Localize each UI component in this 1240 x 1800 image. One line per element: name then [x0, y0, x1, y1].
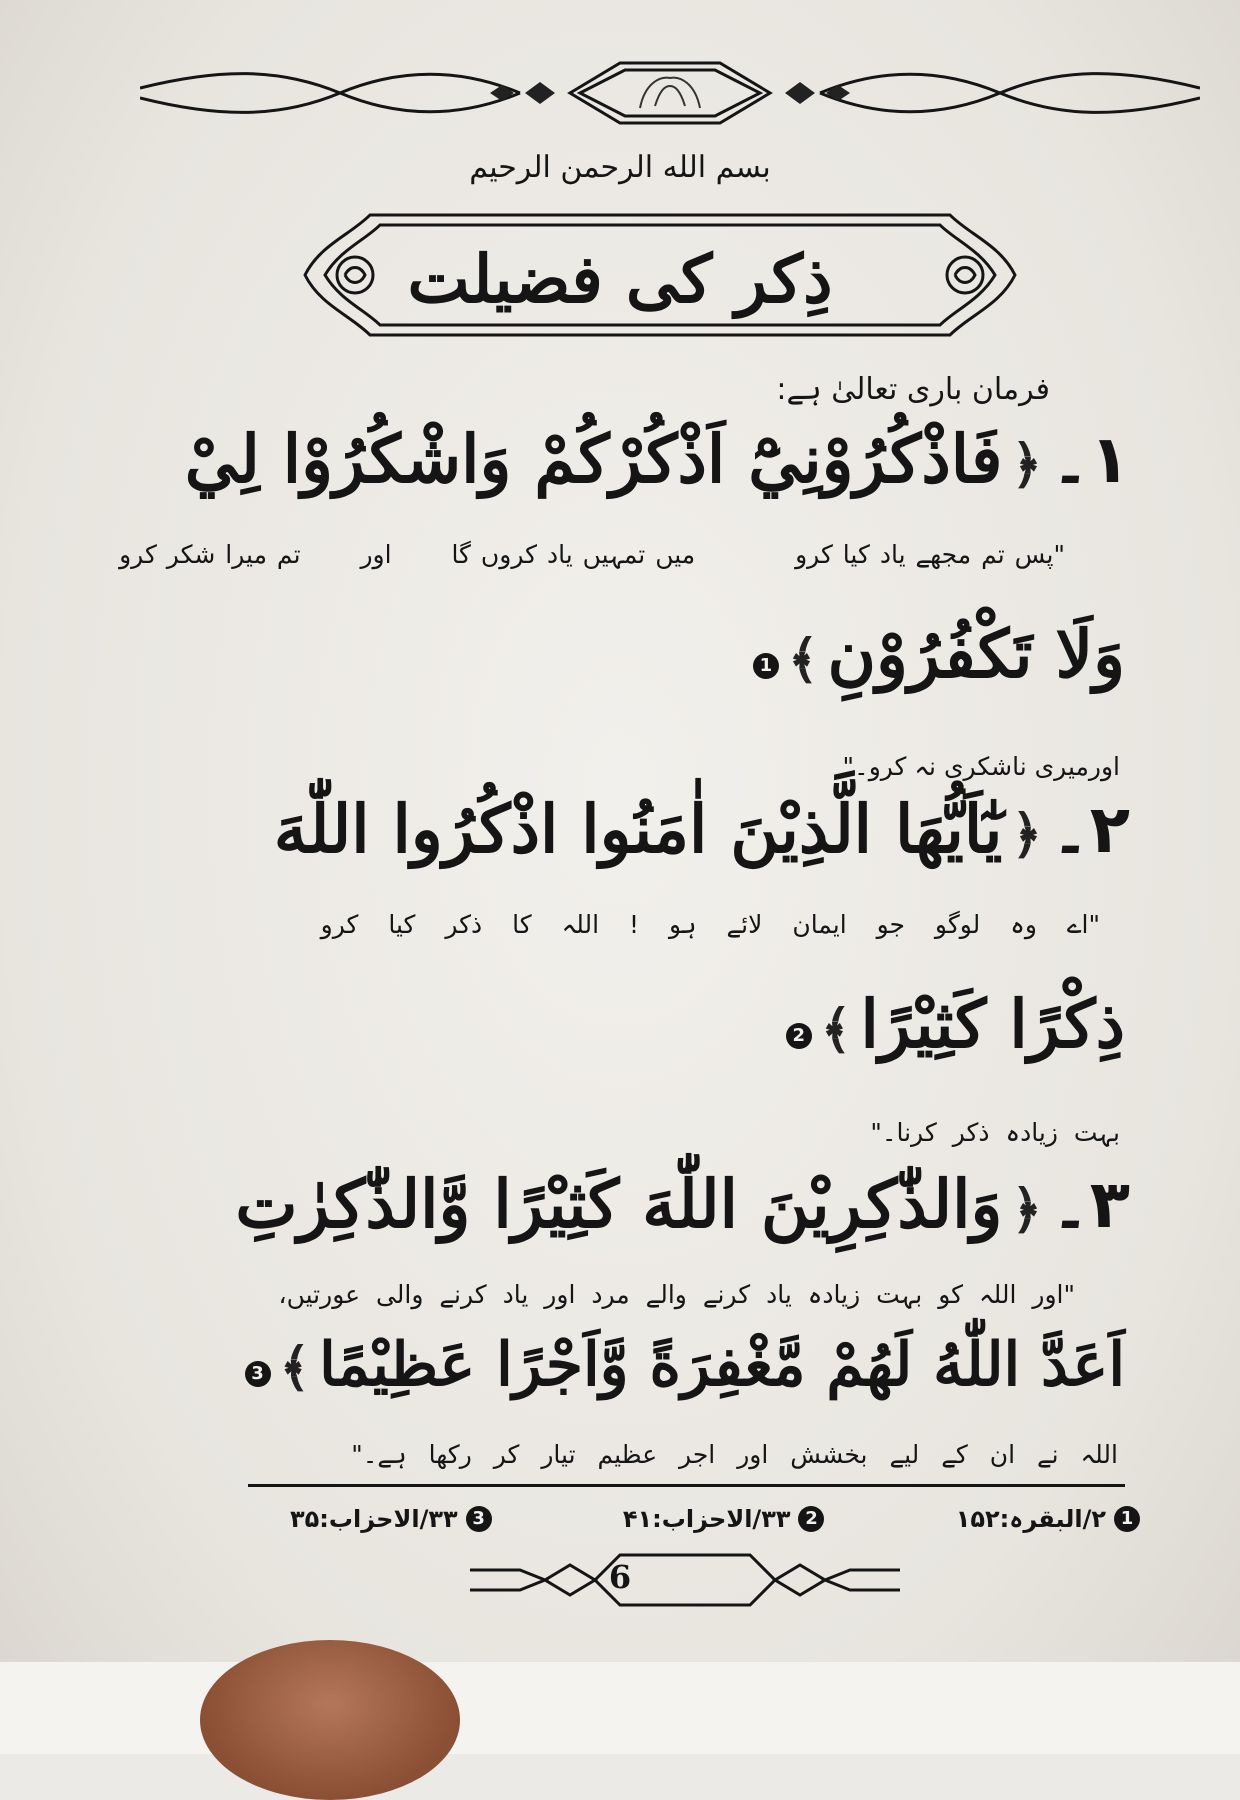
verse-1-arabic: فَاذْكُرُوْنِيْٓ اَذْكُرْكُمْ وَاشْكُرُوْا لِيْ	[184, 420, 1003, 498]
footnote-marker-1: 1	[753, 653, 779, 679]
reference-1-text: ۲/البقرہ:۱۵۲	[955, 1505, 1106, 1533]
verse-1-translation-part3: اور	[360, 540, 392, 569]
ornate-bracket-close-icon: ﴾	[820, 1000, 852, 1060]
verse-1-translation-part2: میں تمہیں یاد کروں گا	[451, 540, 696, 569]
verse-3-line	[235, 1165, 1130, 1243]
verse-1-translation	[119, 540, 1065, 569]
bismillah-text: بسم الله الرحمن الرحيم	[469, 150, 771, 185]
footnote-references	[290, 1505, 1140, 1533]
verse-3-continuation-translation: اللہ نے ان کے لیے بخشش اور اجر عظیم تیار کر رکھا ہے۔"	[351, 1440, 1118, 1469]
verse-1-line	[185, 420, 1130, 498]
reference-1-marker: 1	[1114, 1506, 1140, 1532]
reference-3-marker: 3	[466, 1506, 492, 1532]
reference-2	[623, 1505, 825, 1533]
verse-1-continuation-arabic: وَلَا تَكْفُرُوْنِ	[827, 615, 1125, 693]
page-number: 6	[608, 1558, 632, 1596]
reference-2-text: ۳۳/الاحزاب:۴۱	[622, 1505, 791, 1533]
ornate-bracket-open-icon: ﴿	[1011, 805, 1042, 865]
footnote-divider	[248, 1484, 1125, 1487]
verse-2-continuation-arabic: ذِكْرًا كَثِيْرًا	[860, 985, 1125, 1063]
footnote-marker-2: 2	[786, 1023, 812, 1049]
verse-3-number: ۳۔	[1051, 1166, 1130, 1243]
ornate-bracket-open-icon: ﴿	[1011, 1180, 1042, 1240]
page-title: ذِکر کی فضیلت	[407, 240, 833, 318]
verse-2-continuation-translation: بہت زیادہ ذکر کرنا۔"	[870, 1118, 1120, 1147]
verse-1-continuation-translation: اورمیری ناشکری نہ کرو۔"	[842, 752, 1120, 781]
verse-2-continuation	[786, 985, 1125, 1063]
top-border-ornament	[140, 58, 1200, 128]
thumb-image	[200, 1640, 460, 1800]
verse-2-line	[274, 790, 1130, 868]
intro-text: فرمان باری تعالیٰ ہے:	[776, 372, 1050, 407]
verse-2-number: ۲۔	[1051, 791, 1130, 868]
page-bottom-margin	[0, 1662, 1240, 1754]
verse-1-translation-part1: "پس تم مجھے یاد کیا کرو	[795, 540, 1065, 569]
verse-3-translation: "اور اللہ کو بہت زیادہ یاد کرنے والے مرد اور یاد کرنے والی عورتیں،	[278, 1280, 1075, 1309]
verse-1-continuation	[753, 615, 1125, 693]
verse-3-arabic: وَالذّٰكِرِيْنَ اللّٰهَ كَثِيْرًا وَّالذّٰكِرٰتِ	[235, 1165, 1003, 1243]
ornate-bracket-close-icon: ﴾	[279, 1338, 311, 1398]
reference-3-text: ۳۳/الاحزاب:۳۵	[290, 1505, 458, 1533]
verse-3-continuation	[245, 1330, 1126, 1400]
verse-1-number: ۱۔	[1051, 421, 1130, 498]
footnote-marker-3: 3	[245, 1361, 271, 1387]
verse-1-translation-part4: تم میرا شکر کرو	[119, 540, 301, 569]
reference-3	[290, 1505, 492, 1533]
verse-3-continuation-arabic: اَعَدَّ اللّٰهُ لَهُمْ مَّغْفِرَةً وَّاَجْرًا عَظِيْمًا	[319, 1330, 1125, 1400]
verse-2-arabic: يٰٓاَيُّهَا الَّذِيْنَ اٰمَنُوا اذْكُرُوا اللّٰهَ	[273, 790, 1003, 868]
ornate-bracket-close-icon: ﴾	[787, 630, 819, 690]
reference-1	[956, 1505, 1140, 1533]
reference-2-marker: 2	[798, 1506, 824, 1532]
ornate-bracket-open-icon: ﴿	[1011, 435, 1042, 495]
verse-2-translation: "اے وہ لوگو جو ایمان لائے ہو ! اللہ کا ذکر کیا کرو	[320, 910, 1100, 939]
